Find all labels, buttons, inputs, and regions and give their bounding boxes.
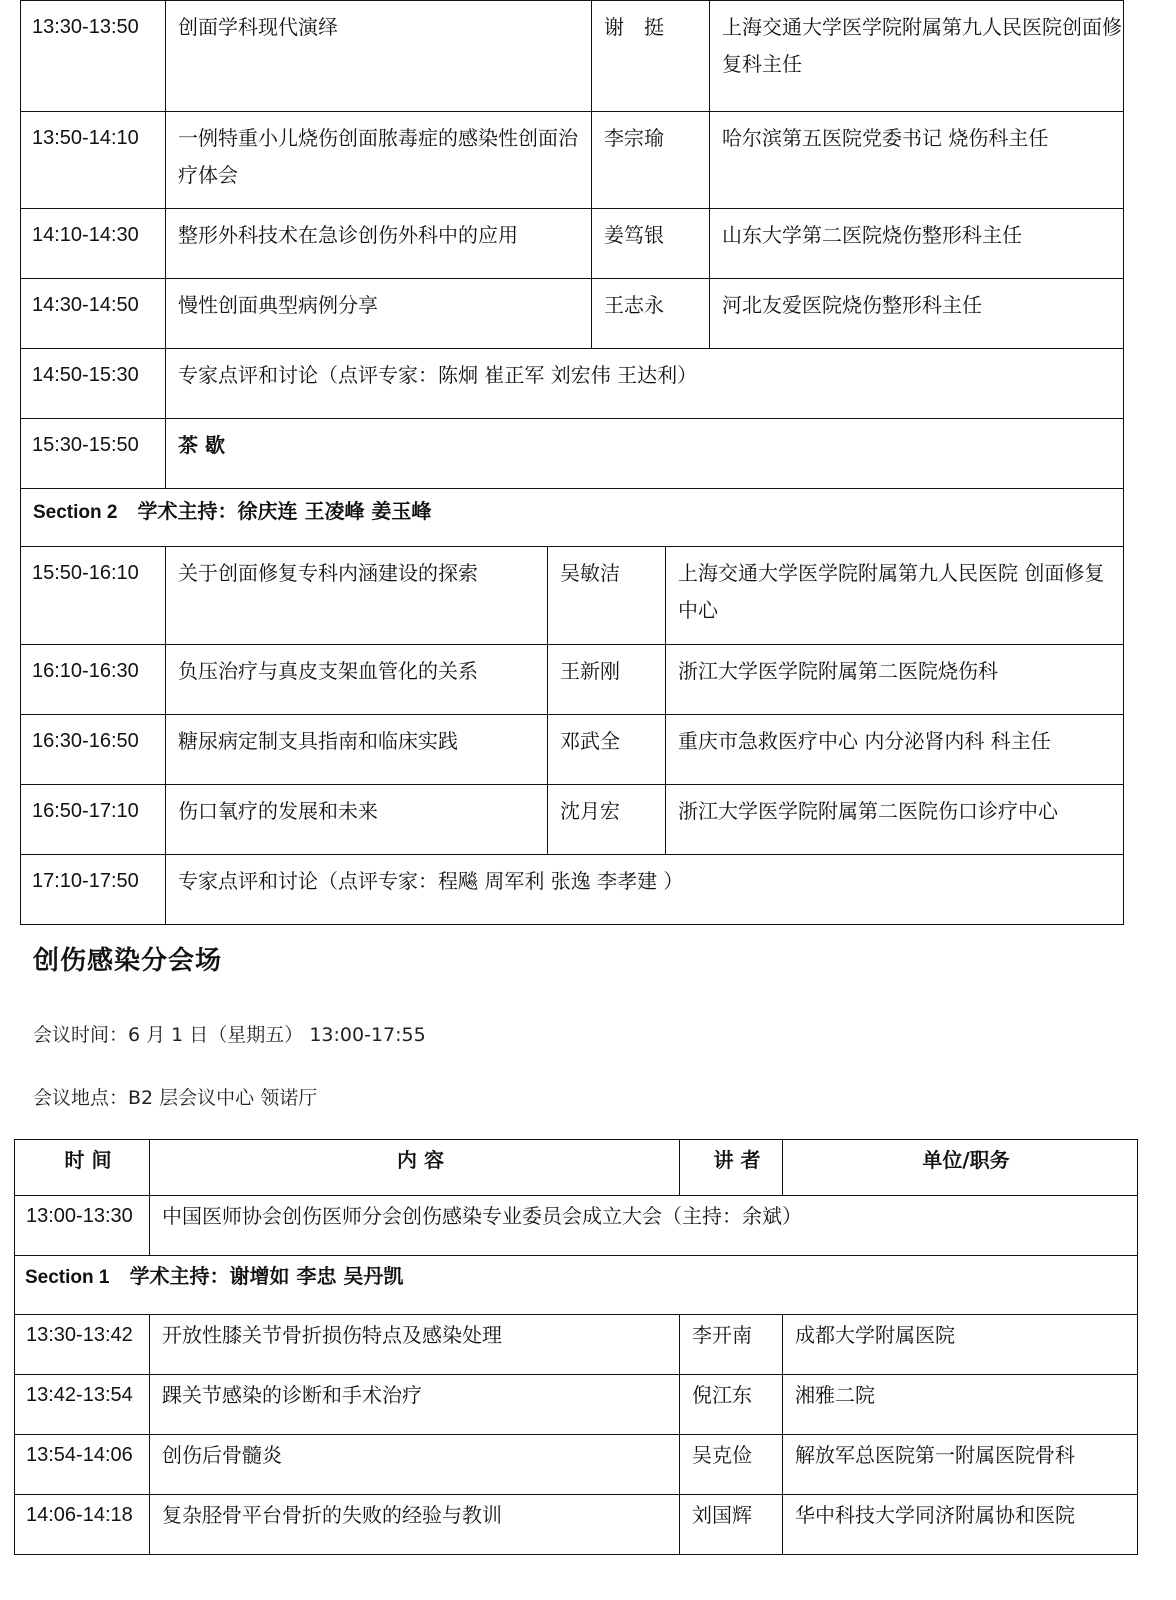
meeting-place: 会议地点：B2 层会议中心 领诺厅 [33, 1087, 318, 1109]
speaker-cell: 王志永 [604, 293, 664, 317]
section-label: Section 1 [25, 1267, 110, 1288]
review-text: 专家点评和讨论（点评专家：陈炯 崔正军 刘宏伟 王达利） [178, 363, 698, 387]
schedule-table-wound-section2 [20, 547, 1124, 925]
unit-cell: 哈尔滨第五医院党委书记 烧伤科主任 [722, 126, 1049, 150]
topic-cell: 创面学科现代演绎 [178, 15, 338, 39]
unit-cell: 重庆市急救医疗中心 内分泌肾内科 科主任 [678, 728, 1051, 753]
time-cell: 13:50-14:10 [32, 127, 139, 149]
meeting-time: 会议时间：6 月 1 日（星期五） 13:00-17:55 [33, 1024, 426, 1046]
speaker-cell: 王新刚 [560, 658, 620, 683]
unit-cell: 解放军总医院第一附属医院骨科 [795, 1443, 1075, 1467]
table-row [21, 714, 1124, 784]
table-row [21, 644, 1124, 714]
unit-cell: 山东大学第二医院烧伤整形科主任 [722, 223, 1022, 247]
table-row [21, 209, 1124, 279]
speaker-cell: 刘国辉 [692, 1503, 752, 1527]
speaker-cell: 倪江东 [692, 1383, 752, 1407]
unit-cell: 浙江大学医学院附属第二医院伤口诊疗中心 [678, 798, 1058, 823]
section-header-row [21, 489, 1124, 547]
table-row [21, 279, 1124, 349]
time-cell: 13:42-13:54 [26, 1384, 133, 1406]
time-cell: 13:54-14:06 [26, 1444, 133, 1466]
speaker-cell: 李宗瑜 [604, 126, 664, 150]
time-cell: 14:10-14:30 [32, 224, 139, 246]
table-row [15, 1375, 1138, 1435]
topic-cell: 慢性创面典型病例分享 [178, 293, 378, 317]
unit-cell: 华中科技大学同济附属协和医院 [795, 1503, 1075, 1527]
speaker-cell: 吴克俭 [692, 1443, 752, 1467]
topic-cell: 复杂胫骨平台骨折的失败的经验与教训 [162, 1503, 502, 1527]
header-content: 内 容 [397, 1148, 444, 1172]
time-cell: 16:10-16:30 [32, 659, 139, 682]
opening-text: 中国医师协会创伤医师分会创伤感染专业委员会成立大会（主持：余斌） [162, 1204, 802, 1228]
unit-cell: 河北友爱医院烧伤整形科主任 [722, 293, 982, 317]
time-cell: 17:10-17:50 [32, 869, 139, 892]
unit-cell: 成都大学附属医院 [795, 1323, 955, 1347]
topic-cell: 糖尿病定制支具指南和临床实践 [178, 728, 458, 753]
opening-row [15, 1196, 1138, 1256]
unit-cell: 浙江大学医学院附属第二医院烧伤科 [678, 658, 998, 683]
topic-cell: 负压治疗与真皮支架血管化的关系 [178, 658, 478, 683]
schedule-table-wound [20, 0, 1124, 547]
time-cell: 16:50-17:10 [32, 799, 139, 822]
topic-cell: 整形外科技术在急诊创伤外科中的应用 [178, 223, 518, 247]
topic-cell: 关于创面修复专科内涵建设的探索 [178, 561, 478, 585]
table-row [21, 547, 1124, 644]
table-row [21, 784, 1124, 854]
topic-cell: 伤口氧疗的发展和未来 [178, 798, 378, 823]
time-cell: 13:30-13:50 [32, 16, 139, 38]
header-unit: 单位/职务 [922, 1148, 1010, 1172]
review-row [21, 349, 1124, 419]
speaker-cell: 李开南 [692, 1323, 752, 1347]
section-hosts: 学术主持：徐庆连 王凌峰 姜玉峰 [137, 499, 432, 523]
section-label: Section 2 [33, 502, 118, 523]
time-cell: 14:06-14:18 [26, 1504, 133, 1526]
topic-cell: 踝关节感染的诊断和手术治疗 [162, 1383, 422, 1407]
unit-cell: 上海交通大学医学院附属第九人民医院创面修复科主任 [722, 15, 1122, 76]
topic-cell: 一例特重小儿烧伤创面脓毒症的感染性创面治疗体会 [178, 126, 578, 187]
schedule-table-infection [14, 1139, 1138, 1555]
speaker-cell: 吴敏洁 [560, 561, 620, 585]
topic-cell: 创伤后骨髓炎 [162, 1443, 282, 1467]
speaker-cell: 沈月宏 [560, 798, 620, 823]
venue-title: 创伤感染分会场 [33, 946, 223, 976]
review-text: 专家点评和讨论（点评专家：程飚 周军利 张逸 李孝建 ） [178, 868, 684, 893]
header-speaker: 讲 者 [713, 1148, 761, 1172]
table-row [15, 1435, 1138, 1495]
section-header-row [15, 1256, 1138, 1315]
break-row [21, 419, 1124, 489]
table-row [21, 112, 1124, 209]
section-hosts: 学术主持：谢增如 李忠 吴丹凯 [129, 1264, 404, 1288]
table-row [15, 1495, 1138, 1555]
speaker-cell: 邓武全 [560, 728, 620, 753]
speaker-cell: 谢 挺 [604, 15, 664, 39]
speaker-cell: 姜笃银 [604, 223, 664, 247]
review-row [21, 854, 1124, 924]
unit-cell: 上海交通大学医学院附属第九人民医院 创面修复中心 [678, 561, 1105, 622]
time-cell: 15:30-15:50 [32, 434, 139, 456]
unit-cell: 湘雅二院 [795, 1383, 875, 1407]
break-text: 茶 歇 [178, 433, 225, 457]
time-cell: 13:00-13:30 [26, 1205, 133, 1227]
time-cell: 13:30-13:42 [26, 1324, 133, 1346]
time-cell: 14:50-15:30 [32, 364, 139, 386]
table-row [15, 1315, 1138, 1375]
time-cell: 14:30-14:50 [32, 294, 139, 316]
table-row [21, 1, 1124, 112]
time-cell: 15:50-16:10 [32, 562, 139, 584]
table-header-row [15, 1140, 1138, 1196]
time-cell: 16:30-16:50 [32, 729, 139, 752]
header-time: 时 间 [64, 1148, 112, 1172]
topic-cell: 开放性膝关节骨折损伤特点及感染处理 [162, 1323, 502, 1347]
